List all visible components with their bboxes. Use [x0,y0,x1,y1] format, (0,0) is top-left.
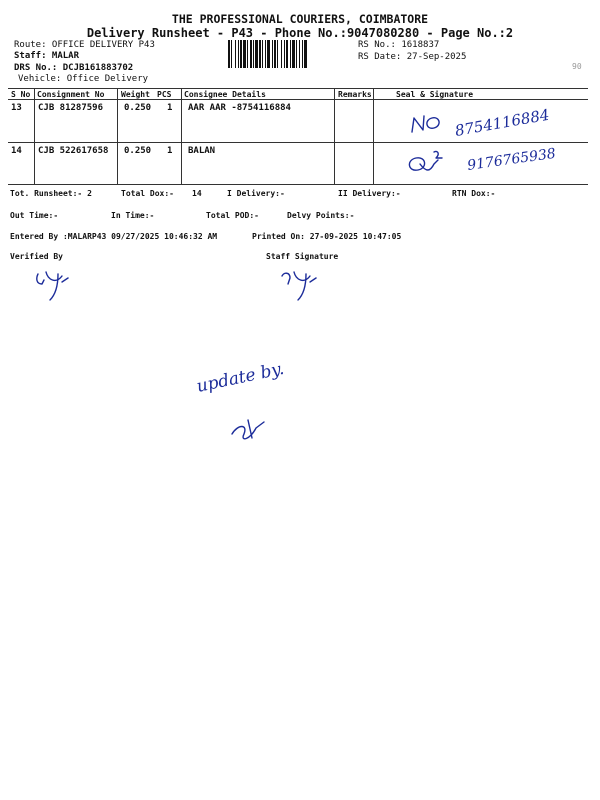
col-header-seal: Seal & Signature [396,90,474,99]
verified-by-label: Verified By [10,252,63,261]
staff-signature-label: Staff Signature [266,252,339,261]
col-header-pcs: PCS [157,90,172,99]
row-pcs: 1 [167,103,173,113]
rs-date: RS Date: 27-Sep-2025 [358,52,467,62]
margin-note: 90 [572,62,582,71]
vehicle-label: Vehicle: Office Delivery [18,74,149,84]
handwritten-number-row14: 9176765938 [466,145,557,174]
row-sno: 13 [11,103,22,113]
total-pod: Total POD:- [206,211,259,220]
total-dox-label: Total Dox:- [121,189,174,198]
runsheet-title: Delivery Runsheet - P43 - Phone No.:9047080280 - Page No.:2 [86,26,514,40]
col-divider [34,88,35,184]
row-consignment: CJB 81287596 [38,103,104,113]
route-label: Route: OFFICE DELIVERY P43 [14,40,155,50]
staff-label: Staff: MALAR [14,51,80,61]
ii-delivery: II Delivery:- [338,189,401,198]
row-consignment: CJB 522617658 [38,146,109,156]
verified-signature [32,268,82,304]
row-weight: 0.250 [124,103,152,113]
table-top-rule [8,88,588,89]
handwritten-update-note [190,358,330,448]
barcode-image [228,40,356,68]
rtn-dox: RTN Dox:- [452,189,496,198]
col-divider [373,88,374,184]
company-name: THE PROFESSIONAL COURIERS, COIMBATORE [171,12,429,26]
col-header-weight: Weight [121,90,150,99]
handwritten-number-row13: 8754116884 [453,105,551,140]
rs-number: RS No.: 1618837 [358,40,440,50]
i-delivery: I Delivery:- [227,189,285,198]
staff-signature [278,268,328,304]
col-divider [334,88,335,184]
in-time: In Time:- [111,211,155,220]
row-consignee: AAR AAR -8754116884 [188,103,291,113]
col-header-consignee: Consignee Details [184,90,266,99]
row-sno: 14 [11,146,22,156]
col-header-consignment: Consignment No [37,90,105,99]
drs-number: DRS No.: DCJB161883702 [14,63,134,73]
tot-runsheet: Tot. Runsheet:- 2 [10,189,92,198]
row-consignee: BALAN [188,146,216,156]
col-divider [181,88,182,184]
row-pcs: 1 [167,146,173,156]
row-weight: 0.250 [124,146,152,156]
col-header-sno: S No [11,90,31,99]
printed-on: Printed On: 27-09-2025 10:47:05 [252,232,402,241]
col-divider [117,88,118,184]
handwritten-signature-row14 [376,142,588,188]
delvy-points: Delvy Points:- [287,211,355,220]
entered-by: Entered By :MALARP43 09/27/2025 10:46:32 AM [10,232,218,241]
out-time: Out Time:- [10,211,59,220]
col-header-remarks: Remarks [338,90,372,99]
total-dox-value: 14 [192,189,202,198]
update-note-text: update by. [194,358,286,397]
